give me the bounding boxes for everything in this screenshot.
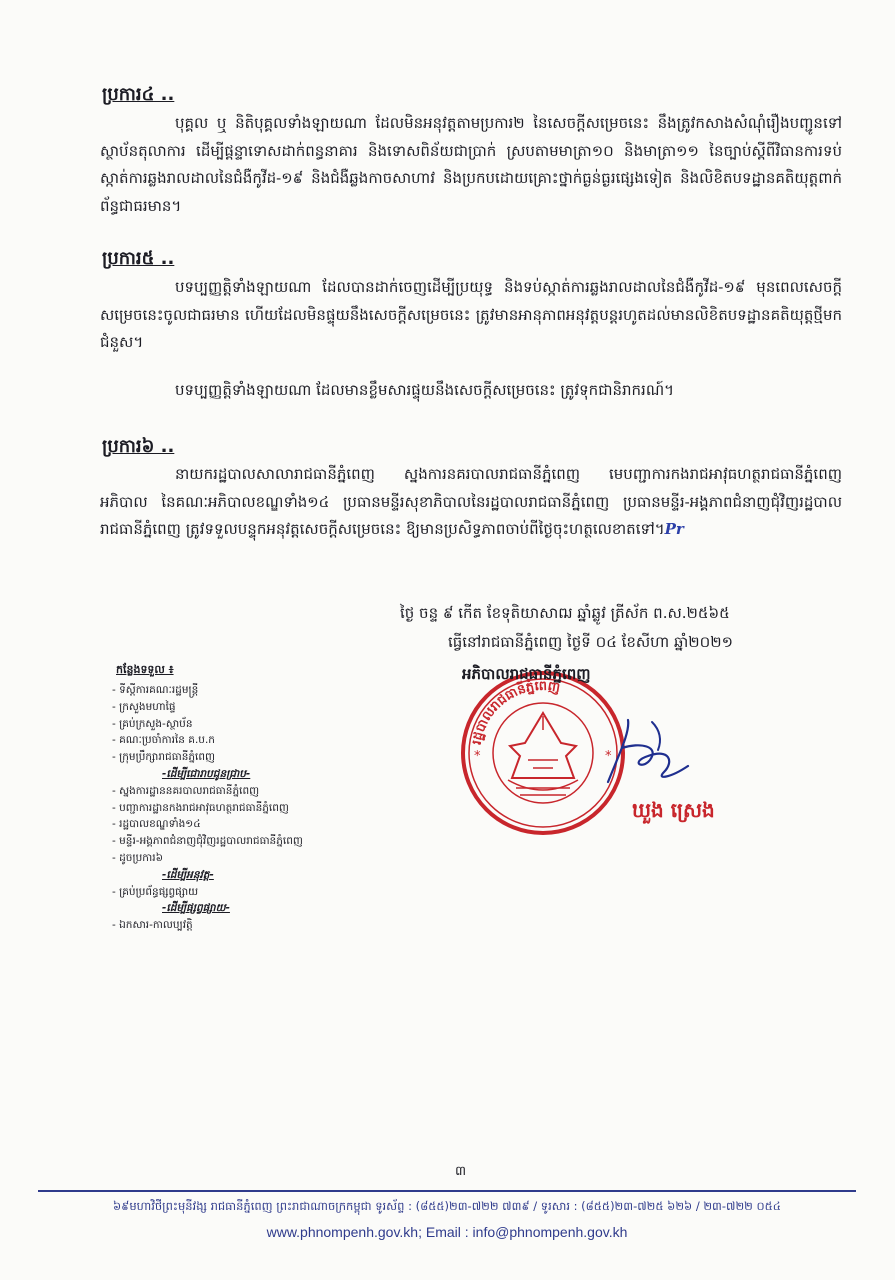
date-solar: ធ្វើនៅរាជធានីភ្នំពេញ ថ្ងៃទី ០៤ ខែសីហា ឆ្នាំ២០២១ bbox=[448, 633, 733, 651]
handwritten-signature bbox=[600, 712, 710, 792]
list-item: - គណៈប្រចាំការនៃ គ.ប.ក bbox=[112, 732, 372, 749]
article-4-text: បុគ្គល ឬ និតិបុគ្គលទាំងឡាយណា ដែលមិនអនុវត្តតាមប្រការ២ នៃសេចក្តីសម្រេចនេះ នឹងត្រូវកសាងសំណុំរឿងបញ្ជូនទៅស្ថាប័នតុលាការ ដើម្បីផ្តន្ទាទោសដាក់ពន្ធនាគារ និងទោសពិន័យជាប្រាក់ ស្របតាមមាត្រា១០ និងមាត្រា១១ នៃច្បាប់ស្តីពីវិធានការទប់ស្កាត់ការឆ្លងរាលដាលនៃជំងឺកូវីដ-១៩ និងជំងឺឆ្លងកាចសាហាវ និងប្រកបដោយគ្រោះថ្នាក់ធ្ងន់ធ្ងរផ្សេងទៀត និងលិខិតបទដ្ឋានគតិយុត្តពាក់ព័ន្ធជាធរមាន។ bbox=[100, 114, 842, 215]
list-item: - គ្រប់ក្រសួង-ស្ថាប័ន bbox=[112, 716, 372, 733]
article-5-text-1: បទប្បញ្ញត្តិទាំងឡាយណា ដែលបានដាក់ចេញដើម្បីប្រយុទ្ធ និងទប់ស្កាត់ការឆ្លងរាលដាលនៃជំងឺកូវីដ-១៩ មុនពេលសេចក្តីសម្រេចនេះចូលជាធរមាន ហើយដែលមិនផ្ទុយនឹងសេចក្តីសម្រេចនេះ ត្រូវមានអានុភាពអនុវត្តបន្តរហូតដល់មានលិខិតបទដ្ឋានគតិយុត្តថ្មីមកជំនួស។ bbox=[100, 278, 842, 351]
article-4-heading: ប្រការ៤ .. bbox=[102, 84, 175, 105]
list-item: - បញ្ជាការដ្ឋានកងរាជអាវុធហត្ថរាជធានីភ្នំពេញ bbox=[112, 800, 372, 817]
footer-web-email: www.phnompenh.gov.kh; Email : info@phnompenh.gov.kh bbox=[266, 1224, 628, 1240]
list-item: - ក្រសួងមហាផ្ទៃ bbox=[112, 699, 372, 716]
list-item: - ឯកសារ-កាលប្បវត្តិ bbox=[112, 917, 372, 934]
svg-text:*: * bbox=[474, 749, 481, 764]
footer-address: ៦៩មហាវិថីព្រះមុនីវង្ស រាជធានីភ្នំពេញ ព្រះរាជាណាចក្រកម្ពុជា ទូរស័ព្ទ : (៨៥៥)២៣-៧២២ ៧៣៩ / ទូរសារ : (៨៥៥)២៣-៧២៥ ៦២៦ / ២៣-៧២២ ០៥៤ bbox=[113, 1199, 781, 1213]
recipients-subheading: -ដើម្បីផ្សព្វផ្សាយ- bbox=[162, 902, 230, 915]
list-item: - ដូចប្រការ៦ bbox=[112, 850, 372, 867]
office-title: អភិបាលរាជធានីភ្នំពេញ bbox=[462, 665, 591, 683]
handwritten-initial: Pr bbox=[664, 520, 684, 538]
article-5-heading: ប្រការ៥ .. bbox=[102, 248, 175, 269]
seal-ring-text: រដ្ឋបាលរាជធានីភ្នំពេញ bbox=[469, 678, 562, 746]
list-item: - គ្រប់ប្រព័ន្ធផ្សព្វផ្សាយ bbox=[112, 884, 372, 901]
article-6-text bbox=[100, 461, 842, 544]
recipients-subheading: -ដើម្បីអនុវត្ត- bbox=[162, 868, 214, 881]
recipients-title: កន្លែងទទួល ៖ bbox=[116, 663, 174, 676]
list-item: - មន្ទីរ-អង្គភាពជំនាញជុំវិញរដ្ឋបាលរាជធានីភ្នំពេញ bbox=[112, 833, 372, 850]
recipients-list bbox=[112, 663, 372, 934]
article-6-body: នាយករដ្ឋបាលសាលារាជធានីភ្នំពេញ ស្នងការនគរបាលរាជធានីភ្នំពេញ មេបញ្ជាការកងរាជអាវុធហត្ថរាជធានីភ្នំពេញ អភិបាល នៃគណៈអភិបាលខណ្ឌទាំង១៤ ប្រធានមន្ទីរសុខាភិបាលនៃរដ្ឋបាលរាជធានីភ្នំពេញ ប្រធានមន្ទីរ-អង្គភាពជំនាញជុំវិញរដ្ឋបាលរាជធានីភ្នំពេញ ត្រូវទទួលបន្ទុកអនុវត្តសេចក្តីសម្រេចនេះ ឱ្យមានប្រសិទ្ធភាពចាប់ពីថ្ងៃចុះហត្ថលេខាតទៅ។ bbox=[100, 465, 842, 538]
article-6-heading: ប្រការ៦ .. bbox=[102, 436, 175, 457]
signer-name: ឃួង ស្រេង bbox=[632, 798, 715, 822]
list-item: - ស្នងការដ្ឋាននគរបាលរាជធានីភ្នំពេញ bbox=[112, 783, 372, 800]
date-lunar: ថ្ងៃ ចន្ទ ៩ កើត ខែទុតិយាសាឍ ឆ្នាំឆ្លូវ ត្រីស័ក ព.ស.២៥៦៥ bbox=[400, 604, 730, 622]
footer-divider bbox=[38, 1190, 856, 1192]
page-number: ៣ bbox=[455, 1164, 467, 1179]
list-item: - ទីស្តីការគណៈរដ្ឋមន្ត្រី bbox=[112, 682, 372, 699]
svg-text:*: * bbox=[605, 749, 612, 764]
article-5-text-2: បទប្បញ្ញត្តិទាំងឡាយណា ដែលមានខ្លឹមសារផ្ទុយនឹងសេចក្តីសម្រេចនេះ ត្រូវទុកជានិរាករណ៍។ bbox=[175, 381, 675, 399]
list-item: - ក្រុមប្រឹក្សារាជធានីភ្នំពេញ bbox=[112, 749, 372, 766]
recipients-subheading: -ដើម្បីជោរាបជូនជ្រាប- bbox=[162, 767, 251, 780]
list-item: - រដ្ឋបាលខណ្ឌទាំង១៤ bbox=[112, 816, 372, 833]
